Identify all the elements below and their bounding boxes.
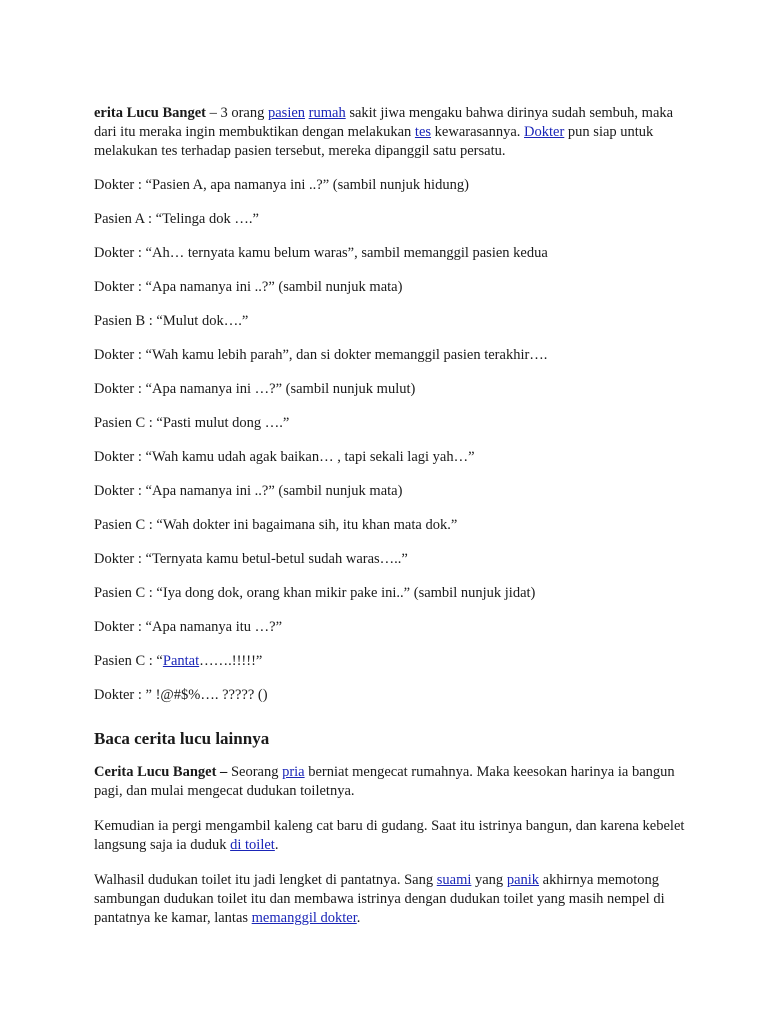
dialogue-line: Dokter : “Ternyata kamu betul-betul sudah waras…..” (94, 551, 408, 567)
paragraph-text: . (356, 910, 361, 926)
dialogue-line: Pasien A : “Telinga dok ….” (94, 211, 259, 227)
paragraph-text: Seorang (227, 764, 283, 780)
link-di-toilet[interactable]: di toilet (230, 837, 275, 853)
intro-text: kewarasannya. (431, 124, 525, 140)
dialogue-line: Dokter : “Apa namanya ini …?” (sambil nunjuk mulut) (94, 381, 416, 397)
story2-paragraph-2 (94, 817, 690, 855)
story2-paragraph-3 (94, 871, 690, 928)
dialogue-text: …….!!!!!” (199, 653, 263, 669)
dialogue-line: Dokter : “Pasien A, apa namanya ini ..?” (sambil nunjuk hidung) (94, 177, 469, 193)
link-tes[interactable]: tes (414, 124, 432, 140)
dialogue-line: Dokter : “Ah… ternyata kamu belum waras”, sambil memanggil pasien kedua (94, 245, 548, 261)
link-pasien[interactable]: pasien (267, 105, 306, 121)
story2-paragraph-1 (94, 763, 690, 801)
intro-paragraph (94, 104, 690, 161)
dialogue-line: Dokter : “Wah kamu udah agak baikan… , tapi sekali lagi yah…” (94, 449, 475, 465)
story2-lead: Cerita Lucu Banget – (94, 764, 228, 780)
link-panik[interactable]: panik (506, 872, 540, 888)
link-suami[interactable]: suami (436, 872, 472, 888)
link-memanggil-dokter[interactable]: memanggil dokter (251, 910, 357, 926)
intro-text: sakit jiwa mengaku bahwa dirinya sudah sembuh, maka dari itu meraka ingin membuktikan dengan melakukan (94, 105, 674, 140)
paragraph-text: yang (471, 872, 507, 888)
intro-text: – 3 orang (205, 105, 268, 121)
dialogue-line: Dokter : “Apa namanya ini ..?” (sambil nunjuk mata) (94, 279, 403, 295)
dialogue-line: Dokter : ” !@#$%…. ????? () (94, 687, 268, 703)
section-heading: Baca cerita lucu lainnya (94, 729, 270, 748)
document-page (94, 104, 690, 944)
dialogue-line: Pasien B : “Mulut dok….” (94, 313, 249, 329)
dialogue-line: Pasien C : “Wah dokter ini bagaimana sih, itu khan mata dok.” (94, 517, 458, 533)
intro-lead: erita Lucu Banget (94, 105, 206, 121)
paragraph-text: . (274, 837, 279, 853)
link-pantat[interactable]: Pantat (162, 653, 200, 669)
dialogue-line: Dokter : “Apa namanya itu …?” (94, 619, 283, 635)
paragraph-text: Walhasil dudukan toilet itu jadi lengket di pantatnya. Sang (94, 872, 437, 888)
dialogue-line: Dokter : “Wah kamu lebih parah”, dan si dokter memanggil pasien terakhir…. (94, 347, 548, 363)
paragraph-text: berniat mengecat rumahnya. Maka keesokan harinya ia bangun pagi, dan mulai mengecat dudukan toiletnya. (94, 764, 675, 799)
dialogue-line: Dokter : “Apa namanya ini ..?” (sambil nunjuk mata) (94, 483, 403, 499)
dialogue-line: Pasien C : “Pasti mulut dong ….” (94, 415, 290, 431)
paragraph-text: akhirnya memotong sambungan dudukan toilet itu dan membawa istrinya dengan dudukan toilet yang masih nempel di pantatnya ke kamar, lantas (94, 872, 665, 926)
dialogue-line-pantat (94, 652, 690, 686)
link-rumah[interactable]: rumah (308, 105, 346, 121)
link-pria[interactable]: pria (282, 764, 305, 780)
paragraph-text: Kemudian ia pergi mengambil kaleng cat baru di gudang. Saat itu istrinya bangun, dan karena kebelet langsung saja ia duduk (94, 818, 685, 853)
dialogue-text: Pasien C : “ (94, 653, 163, 669)
link-dokter[interactable]: Dokter (524, 124, 565, 140)
intro-text: pun siap untuk melakukan tes terhadap pasien tersebut, mereka dipanggil satu persatu. (94, 124, 654, 159)
dialogue-line: Pasien C : “Iya dong dok, orang khan mikir pake ini..” (sambil nunjuk jidat) (94, 585, 536, 601)
